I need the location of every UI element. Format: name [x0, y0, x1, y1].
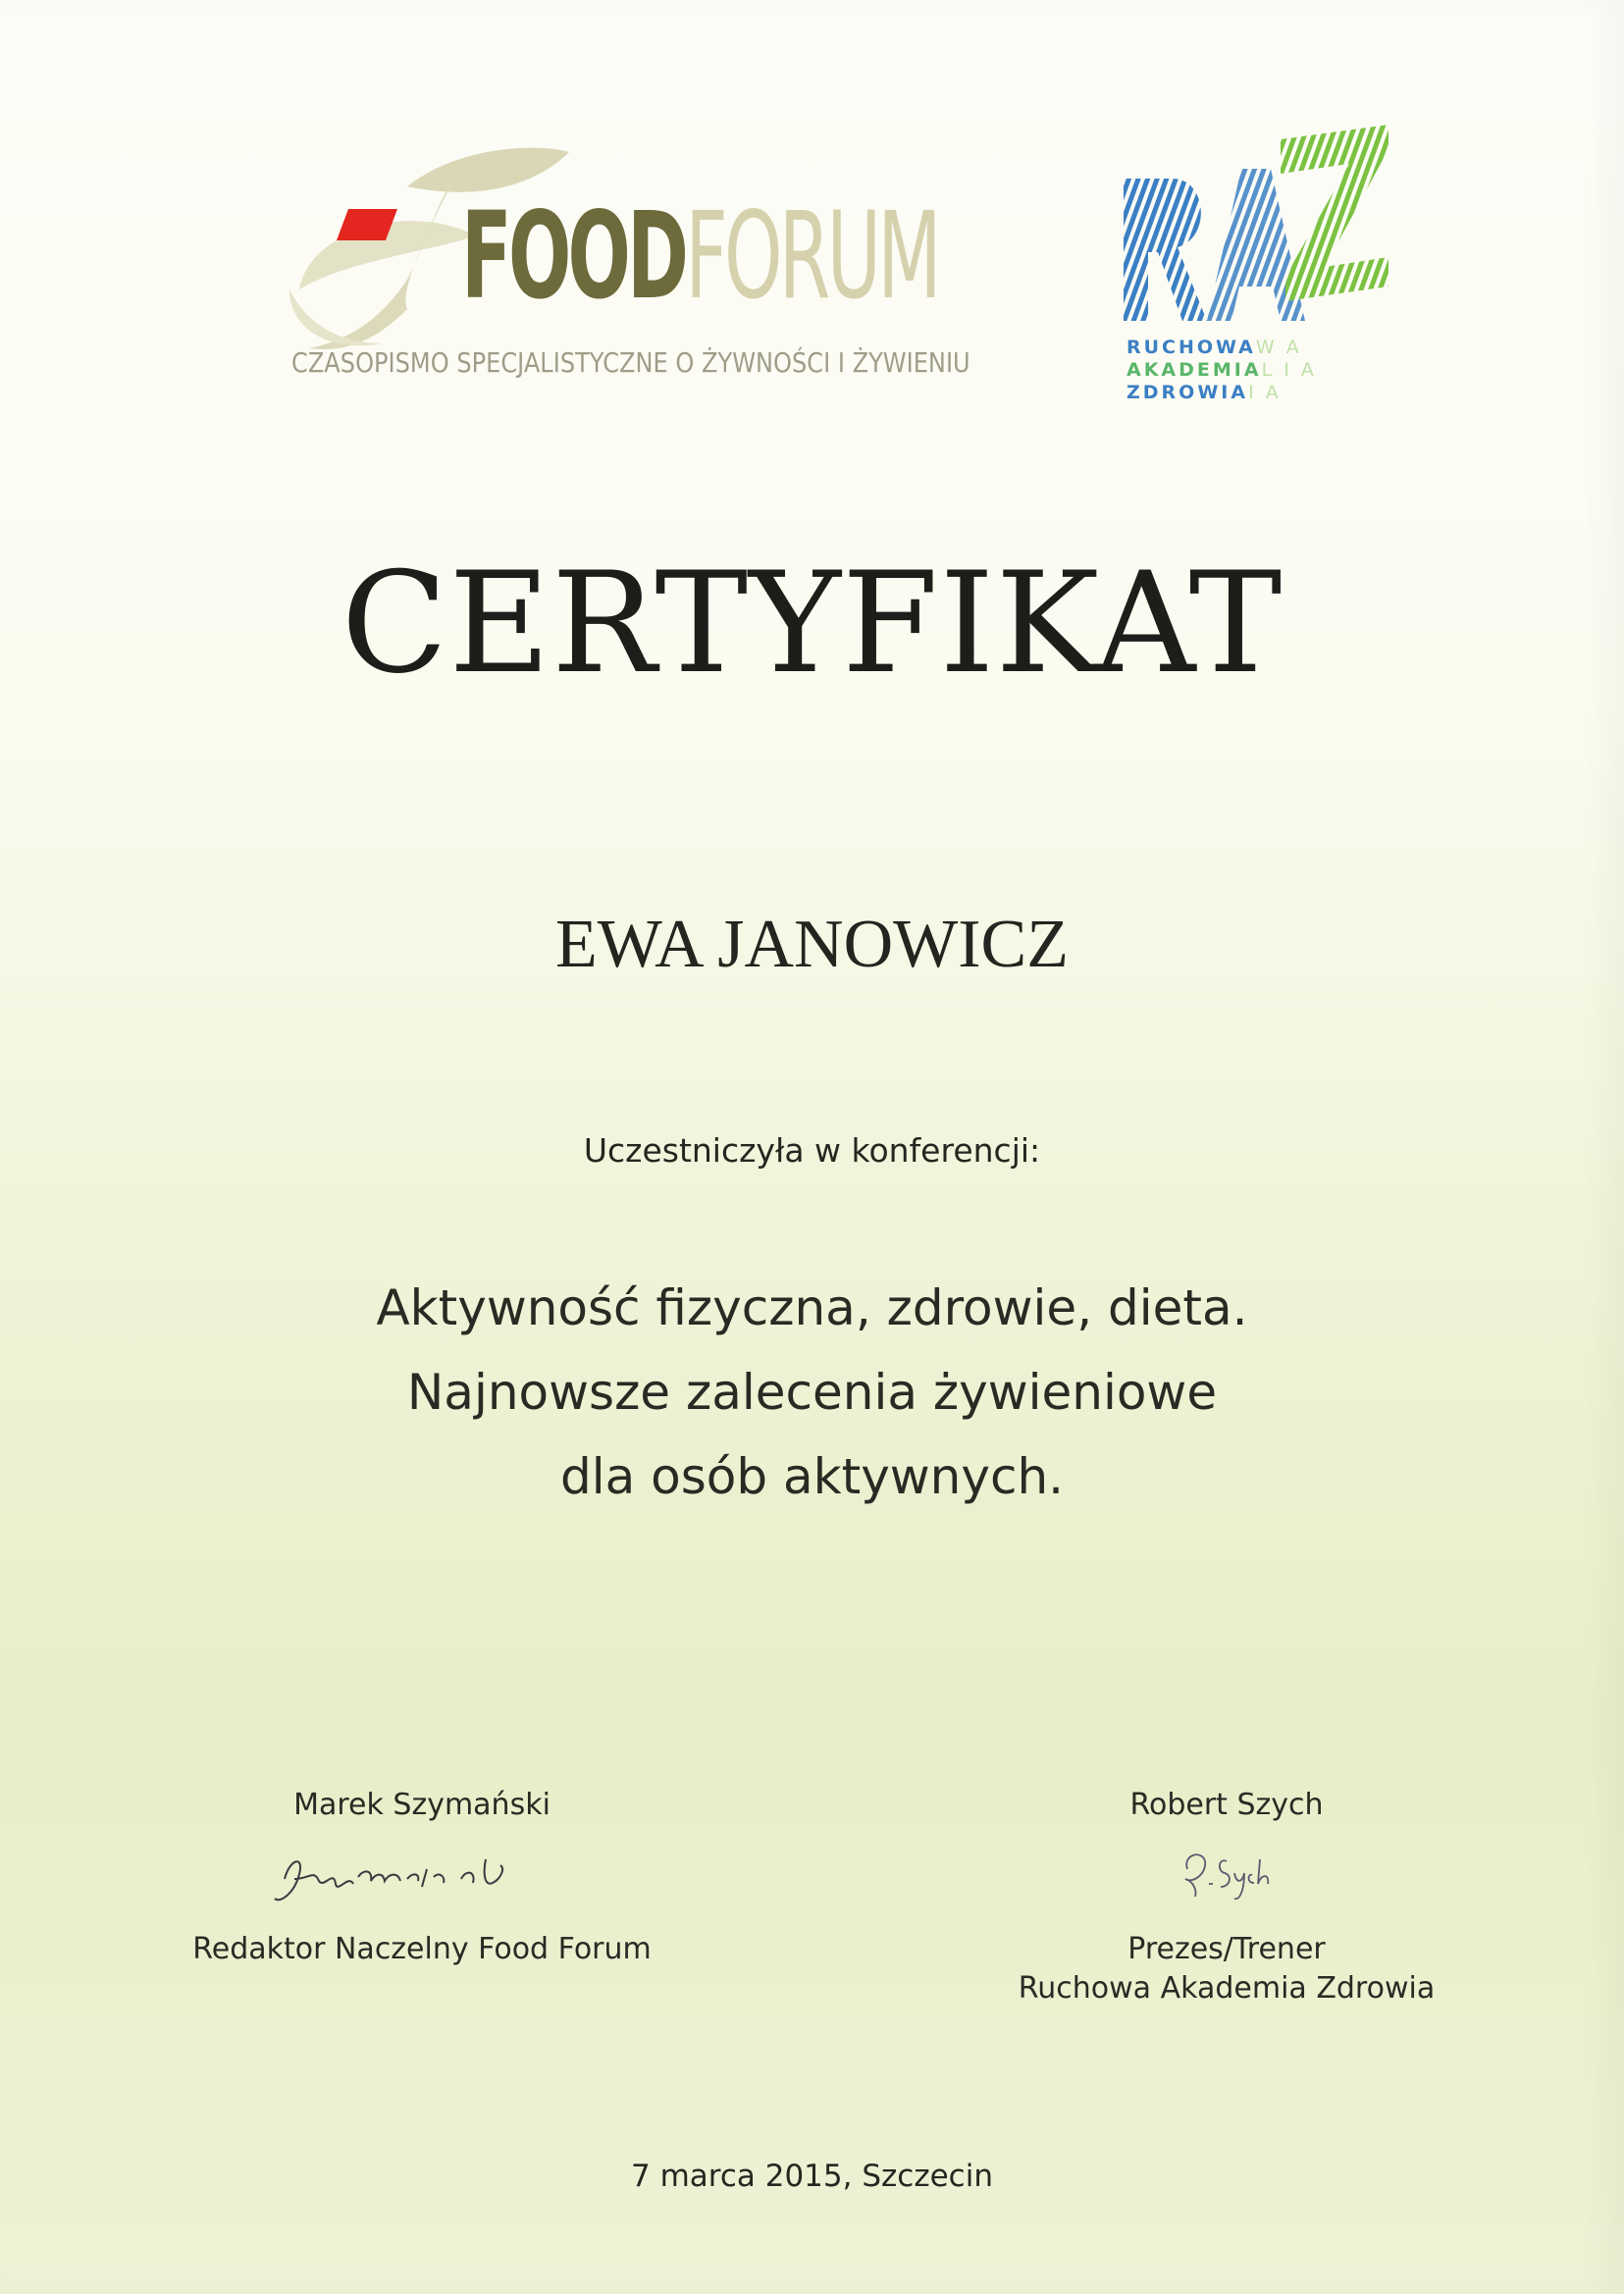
- signature-left-icon: [265, 1840, 579, 1908]
- conference-title: [0, 1266, 1624, 1519]
- forum-word: FORUM: [685, 186, 938, 326]
- signatory-role-line-1: Prezes/Trener: [1127, 1932, 1326, 1966]
- raz-line-3: ZDROWIAI A: [1126, 382, 1282, 403]
- signatory-right: [932, 1788, 1521, 2008]
- food-forum-subtitle: CZASOPISMO SPECJALISTYCZNE O ŻYWNOŚCI I ŻYWIENIU: [291, 346, 970, 379]
- signatory-left: [128, 1788, 716, 1969]
- certificate-title: CERTYFIKAT: [341, 543, 1283, 704]
- recipient-name: EWA JANOWICZ: [555, 907, 1069, 982]
- conference-line-1: Aktywność fizyczna, zdrowie, dieta.: [376, 1279, 1248, 1336]
- food-word: FOOD: [461, 186, 686, 326]
- date-place: 7 marca 2015, Szczecin: [631, 2159, 993, 2194]
- conference-line-2: Najnowsze zalecenia żywieniowe: [406, 1364, 1218, 1421]
- raz-line-2: AKADEMIAL I A: [1126, 359, 1317, 381]
- signatory-role-line-2: Ruchowa Akademia Zdrowia: [1018, 1971, 1436, 2006]
- raz-line-1: RUCHOWAW A: [1126, 337, 1302, 358]
- signatory-role: Redaktor Naczelny Food Forum: [192, 1932, 652, 1966]
- signatory-name: Marek Szymański: [293, 1788, 550, 1822]
- participation-text: Uczestniczyła w konferencji:: [583, 1131, 1041, 1170]
- signature-right-icon: [1148, 1840, 1305, 1908]
- signatory-name: Robert Szych: [1129, 1788, 1324, 1822]
- food-forum-wordmark: [461, 186, 938, 326]
- conference-line-3: dla osób aktywnych.: [559, 1448, 1065, 1505]
